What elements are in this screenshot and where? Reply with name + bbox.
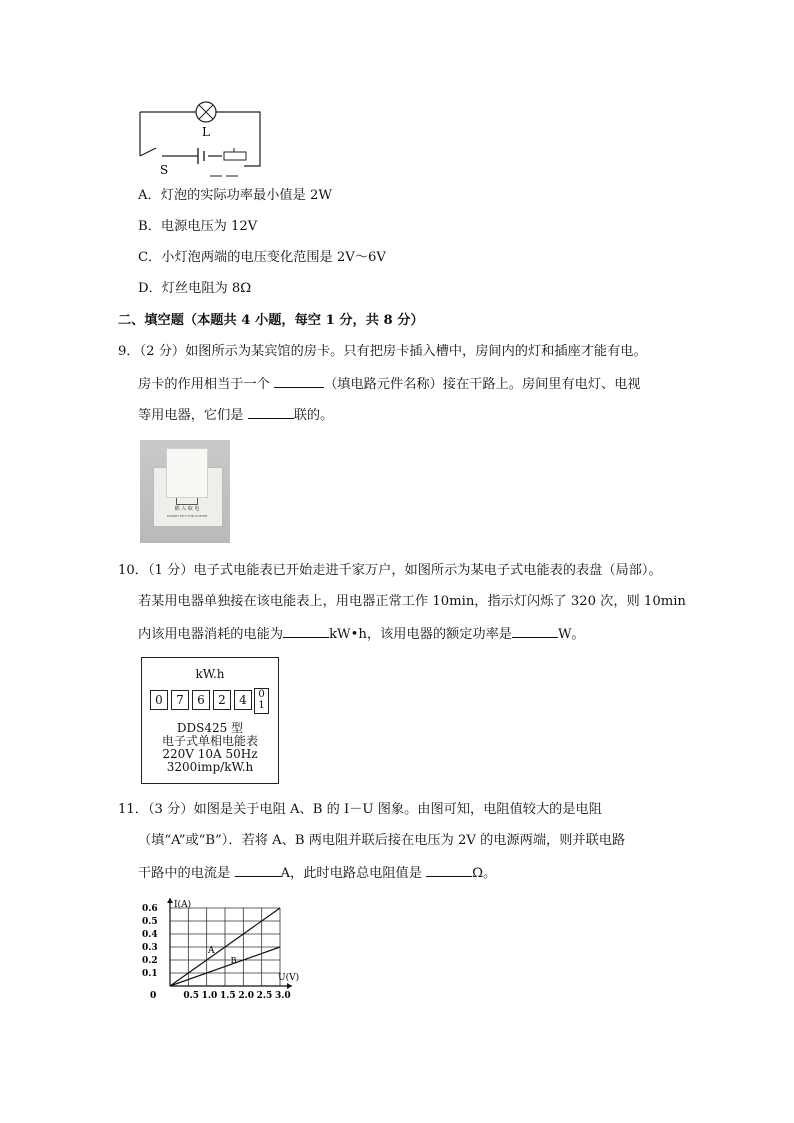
photo-text: 插 入 取 电 — [174, 506, 200, 512]
series-label-B: B — [230, 956, 237, 966]
card-arrow-icon — [176, 498, 198, 505]
q8-option-d: D．灯丝电阻为 8Ω — [138, 281, 252, 296]
meter-digits — [150, 690, 255, 710]
room-card — [166, 448, 208, 498]
switch-icon — [140, 148, 156, 156]
q11-line-3a: 干路中的电流是 — [138, 866, 235, 881]
section-title: 二、填空题（本题共 4 小题，每空 1 分，共 8 分） — [118, 313, 424, 328]
x-tick-label: 1.0 — [201, 991, 218, 1001]
x-tick-label: 0.5 — [183, 991, 200, 1001]
lamp-label: L — [202, 125, 210, 139]
q8-option-b: B．电源电压为 12V — [138, 219, 258, 234]
q11-line-3 — [138, 863, 496, 883]
q9-blank-1[interactable] — [274, 374, 324, 388]
meter-model: DDS425 型 — [176, 721, 244, 735]
rheostat-icon — [224, 152, 246, 160]
y-axis-label: I(A) — [174, 900, 192, 910]
y-tick-label: 0.5 — [142, 917, 158, 927]
q11-line-1: 11．（3 分）如图是关于电阻 A、B 的 I－U 图象。由图可知，电阻值较大的是电阻 — [118, 802, 602, 817]
y-tick-label: 0.3 — [142, 943, 158, 953]
iu-chart — [130, 895, 330, 1013]
x-tick-label: 2.5 — [256, 991, 273, 1001]
q10-blank-1[interactable] — [283, 624, 329, 638]
meter-digit: 6 — [192, 690, 210, 710]
q11-line-3b: A，此时电路总电阻值是 — [280, 866, 427, 881]
meter-digit: 4 — [234, 690, 252, 710]
x-axis-arrow-icon — [287, 983, 292, 989]
q9-line-3 — [138, 405, 333, 425]
room-card-photo — [140, 440, 230, 543]
circuit-diagram — [132, 98, 272, 180]
meter-digit: 0 — [150, 690, 168, 710]
q10-line-3b: kW•h，该用电器的额定功率是 — [329, 627, 512, 642]
q11-blank-1[interactable] — [235, 863, 281, 877]
y-tick-label: 0.1 — [142, 969, 158, 979]
meter-digit: 7 — [171, 690, 189, 710]
y-tick-label: 0.4 — [142, 930, 158, 940]
q10-line-2: 若某用电器单独接在该电能表上，用电器正常工作 10min，指示灯闪烁了 320 次，则 10min — [138, 594, 686, 609]
q8-option-a: A．灯泡的实际功率最小值是 2W — [138, 188, 332, 203]
meter-digit: 2 — [213, 690, 231, 710]
q10-blank-2[interactable] — [512, 624, 558, 638]
x-tick-label: 1.5 — [220, 991, 236, 1001]
q11-line-2: （填“A”或“B”）．若将 A、B 两电阻并联后接在电压为 2V 的电源两端，则并联电路 — [138, 833, 626, 848]
q9-line-2 — [138, 374, 641, 394]
q11-line-3c: Ω。 — [472, 866, 497, 881]
x-tick-label: 3.0 — [275, 991, 291, 1001]
q9-blank-2[interactable] — [248, 405, 294, 419]
q9-line-3a: 等用电器，它们是 — [138, 408, 248, 423]
meter-constant: 3200imp/kW.h — [166, 760, 254, 774]
q9-line-2b: （填电路元件名称）接在干路上。房间里有电灯、电视 — [324, 377, 641, 392]
y-tick-label: 0.6 — [142, 904, 158, 914]
meter-decimal-bottom: 1 — [258, 700, 265, 711]
x-tick-label: 2.0 — [238, 991, 255, 1001]
meter-name: 电子式单相电能表 — [161, 734, 258, 748]
q9-line-1: 9．（2 分）如图所示为某宾馆的房卡。只有把房卡插入槽中，房间内的灯和插座才能有电。 — [118, 344, 647, 359]
photo-subtext: INSERT KEY FOR POWER — [166, 514, 208, 518]
energy-meter — [141, 657, 279, 784]
y-tick-label: 0.2 — [142, 956, 158, 966]
meter-rating: 220V 10A 50Hz — [162, 747, 258, 761]
q11-blank-2[interactable] — [426, 863, 472, 877]
meter-unit: kW.h — [195, 667, 225, 681]
q8-option-c: C．小灯泡两端的电压变化范围是 2V～6V — [138, 250, 386, 265]
x-axis-label: U(V) — [278, 973, 300, 983]
series-label-A: A — [208, 945, 215, 956]
q10-line-1: 10．（1 分）电子式电能表已开始走进千家万户，如图所示为某电子式电能表的表盘（局部）。 — [118, 563, 662, 578]
y-axis-arrow-icon — [167, 898, 173, 903]
meter-decimal-top: 0 — [258, 689, 265, 700]
switch-label: S — [160, 163, 169, 177]
q9-line-2a: 房卡的作用相当于一个 — [138, 377, 275, 392]
battery-icon — [198, 148, 204, 164]
q10-line-3a: 内该用电器消耗的电能为 — [138, 627, 284, 642]
q9-line-3b: 联的。 — [293, 408, 334, 423]
q10-line-3c: W。 — [557, 627, 585, 642]
q10-line-3 — [138, 624, 585, 644]
origin-label: 0 — [150, 991, 157, 1001]
meter-decimal-digit — [254, 688, 269, 714]
